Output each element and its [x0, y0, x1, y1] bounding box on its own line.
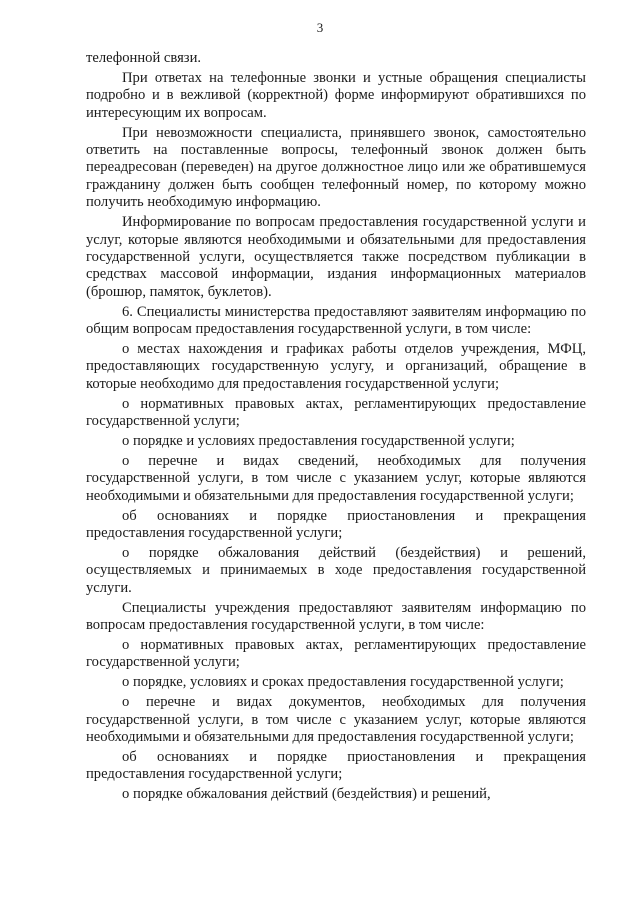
paragraph-media-information: Информирование по вопросам предоставления государственной услуги и услуг, которые являются необходимыми и обязательными для предоставления государственной услуги, осуществляется также посредством публикации в средствах массовой информации, издания информационных материалов (брошюр, памяток, буклетов).: [86, 214, 586, 300]
list-item-locations: о местах нахождения и графиках работы отделов учреждения, МФЦ, предоставляющих государственную услугу, и организаций, обращение в которые необходимо для предоставления государственной услуги;: [86, 341, 586, 392]
list-item-procedure-conditions: о порядке и условиях предоставления государственной услуги;: [122, 433, 515, 450]
list-item-legal-acts-institution: о нормативных правовых актах, регламентирующих предоставление государственной услуги;: [86, 637, 586, 671]
document-body: [86, 50, 586, 804]
page-number: 3: [316, 20, 324, 35]
paragraph-phone-answers: При ответах на телефонные звонки и устные обращения специалисты подробно и в вежливой (корректной) форме информируют обратившихся по интересующим их вопросам.: [86, 69, 586, 121]
list-item-suspension-grounds-institution: об основаниях и порядке приостановления и прекращения предоставления государственной услуги;: [86, 748, 586, 783]
list-item-information-types: о перечне и видах сведений, необходимых для получения государственной услуги, в том числе с указанием услуг, которые являются необходимыми и обязательными для предоставления государственной услуги;: [86, 452, 586, 504]
list-item-procedure-terms: о порядке, условиях и сроках предоставления государственной услуги;: [122, 674, 564, 691]
list-item-legal-acts: о нормативных правовых актах, регламентирующих предоставление государственной услуги;: [86, 395, 586, 430]
paragraph-phone-continuation: телефонной связи.: [86, 50, 202, 66]
list-item-appeal-procedure-institution: о порядке обжалования действий (бездействия) и решений,: [122, 786, 491, 803]
paragraph-institution-specialists: Специалисты учреждения предоставляют заявителям информацию по вопросам предоставления государственной услуги, в том числе:: [86, 599, 586, 634]
paragraph-call-redirect: При невозможности специалиста, принявшего звонок, самостоятельно ответить на поставленные вопросы, телефонный звонок должен быть переадресован (переведен) на другое должностное лицо или же обратившемуся гражданину должен быть сообщен телефонный номер, по которому можно получить необходимую информацию.: [86, 124, 586, 211]
list-item-suspension-grounds: об основаниях и порядке приостановления и прекращения предоставления государственной услуги;: [86, 507, 586, 542]
list-item-appeal-procedure: о порядке обжалования действий (бездействия) и решений, осуществляемых и принимаемых в ходе предоставления государственной услуги.: [86, 544, 586, 596]
paragraph-ministry-specialists: 6. Специалисты министерства предоставляют заявителям информацию по общим вопросам предоставления государственной услуги, в том числе:: [86, 303, 586, 338]
list-item-document-types: о перечне и видах документов, необходимых для получения государственной услуги, в том числе с указанием услуг, которые являются необходимыми и обязательными для предоставления государственной услуги;: [86, 694, 586, 746]
